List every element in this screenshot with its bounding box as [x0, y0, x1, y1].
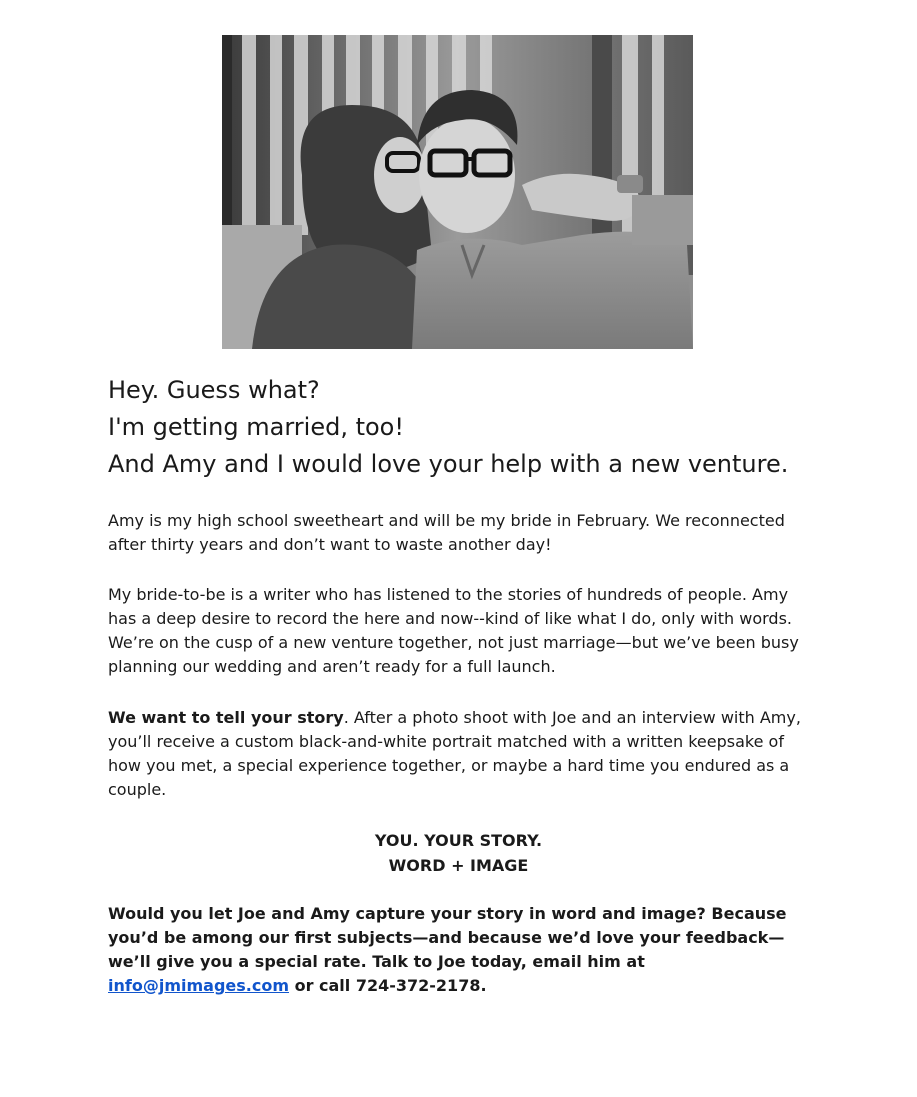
cta-phone-text: or call 724-372-2178.	[289, 976, 487, 995]
paragraph-tell-your-story	[108, 706, 813, 802]
tell-your-story-body: . After a photo shoot with Joe and an interview with Amy, you’ll receive a custom black-and-white portrait matched with a written keepsake of how you met, a special experience together, or maybe a hard time you endured as a couple.	[108, 708, 801, 799]
tagline	[108, 828, 809, 878]
headline-line-3: And Amy and I would love your help with a new venture.	[108, 450, 789, 478]
tagline-line-2: WORD + IMAGE	[388, 856, 529, 875]
paragraph-writer-venture: My bride-to-be is a writer who has listened to the stories of hundreds of people. Amy has a deep desire to record the here and now--kind of like what I do, only with words. We’re on the cusp of a new venture together, not just marriage—but we’ve been busy planning our wedding and aren’t ready for a full launch.	[108, 585, 799, 676]
headline-line-1: Hey. Guess what?	[108, 376, 320, 404]
cta-text: Would you let Joe and Amy capture your story in word and image? Because you’d be among our first subjects—and because we’d love your feedback—we’ll give you a special rate. Talk to Joe today, email him at	[108, 904, 787, 971]
call-to-action	[108, 902, 813, 998]
tagline-line-1: YOU. YOUR STORY.	[374, 831, 543, 850]
paragraph-bride-intro: Amy is my high school sweetheart and will be my bride in February. We reconnected after thirty years and don’t want to waste another day!	[108, 511, 785, 554]
email-link[interactable]: info@jmimages.com	[108, 976, 289, 995]
tell-your-story-lead: We want to tell your story	[108, 708, 344, 727]
couple-photo-icon	[222, 35, 693, 349]
couple-photo	[222, 35, 693, 349]
headline-line-2: I'm getting married, too!	[108, 413, 404, 441]
headline	[108, 372, 868, 483]
